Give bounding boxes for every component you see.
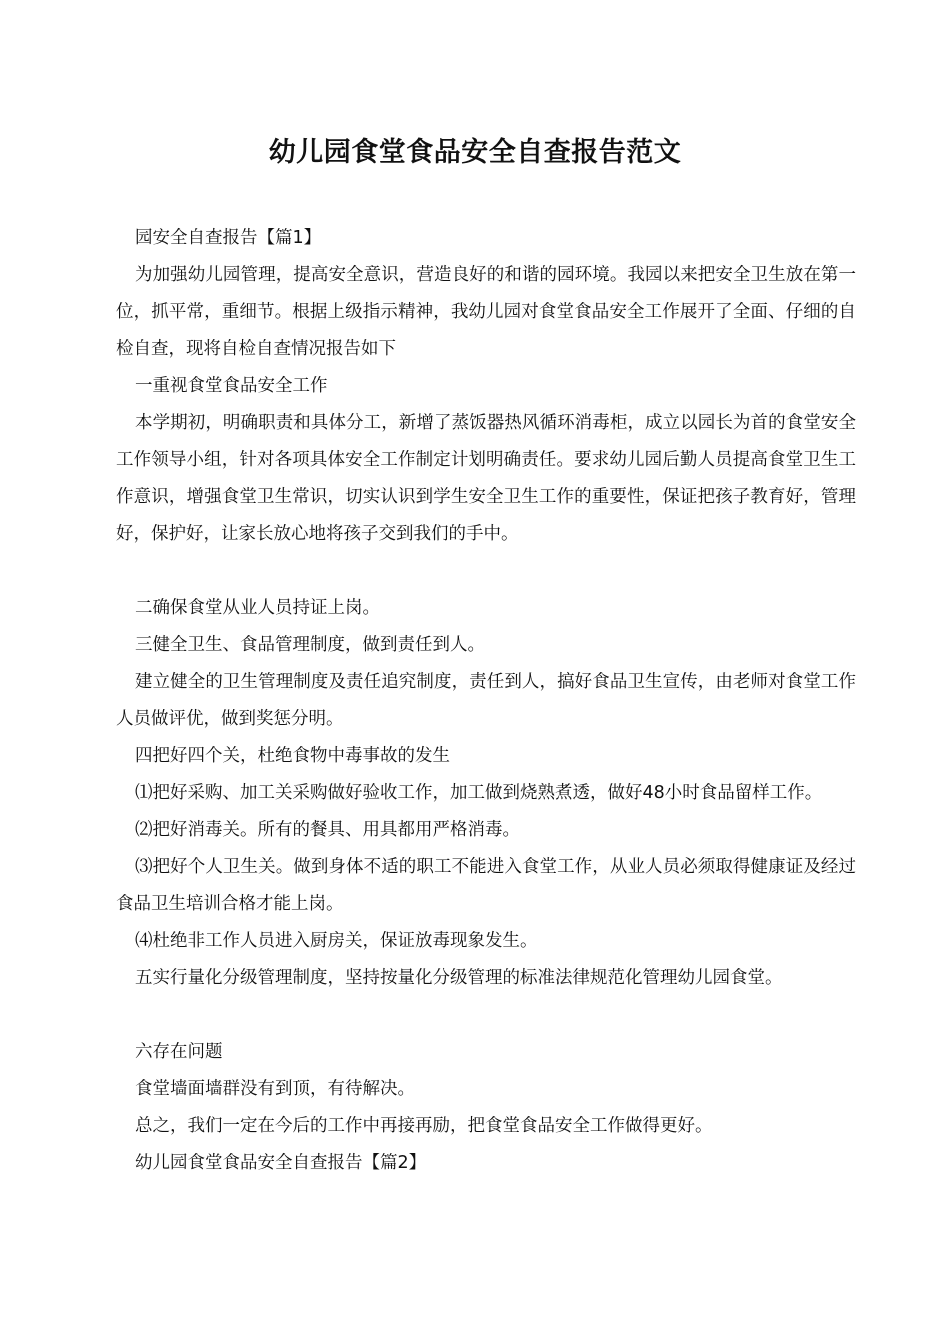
list-item-4: ⑷杜绝非工作人员进入厨房关，保证放毒现象发生。 [135,931,538,951]
section-heading-6: 六存在问题 [135,1042,223,1062]
issue-paragraph: 食堂墙面墙群没有到顶，有待解决。 [135,1079,415,1099]
section-heading-1: 一重视食堂食品安全工作 [135,376,328,396]
intro-paragraph: 为加强幼儿园管理，提高安全意识，营造良好的和谐的园环境。我园以来把安全卫生放在第一位，抓平常，重细节。根据上级指示精神，我幼儿园对食堂食品安全工作展开了全面、仔细的自检自查，现将自检自查情况报告如下 [116,265,856,359]
document-body [116,220,856,1182]
blank-line [116,553,856,590]
list-item-2: ⑵把好消毒关。所有的餐具、用具都用严格消毒。 [135,820,520,840]
document-title: 幼儿园食堂食品安全自查报告范文 [268,137,682,168]
conclusion-paragraph: 总之，我们一定在今后的工作中再接再励，把食堂食品安全工作做得更好。 [135,1116,713,1136]
section-heading-part1: 园安全自查报告【篇1】 [135,228,322,248]
section-heading-3: 三健全卫生、食品管理制度，做到责任到人。 [135,635,485,655]
list-item-1: ⑴把好采购、加工关采购做好验收工作，加工做到烧熟煮透，做好48小时食品留样工作。 [135,783,823,803]
section-3-paragraph: 建立健全的卫生管理制度及责任追究制度，责任到人，搞好食品卫生宣传，由老师对食堂工作人员做评优，做到奖惩分明。 [116,672,856,729]
section-heading-4: 四把好四个关，杜绝食物中毒事故的发生 [135,746,450,766]
blank-line [116,997,856,1034]
section-heading-part2: 幼儿园食堂食品安全自查报告【篇2】 [135,1153,427,1173]
list-item-3: ⑶把好个人卫生关。做到身体不适的职工不能进入食堂工作，从业人员必须取得健康证及经过食品卫生培训合格才能上岗。 [116,857,856,914]
section-heading-5: 五实行量化分级管理制度，坚持按量化分级管理的标准法律规范化管理幼儿园食堂。 [135,968,783,988]
section-1-paragraph: 本学期初，明确职责和具体分工，新增了蒸饭器热风循环消毒柜，成立以园长为首的食堂安全工作领导小组，针对各项具体安全工作制定计划明确责任。要求幼儿园后勤人员提高食堂卫生工作意识，增强食堂卫生常识，切实认识到学生安全卫生工作的重要性，保证把孩子教育好，管理好，保护好，让家长放心地将孩子交到我们的手中。 [116,413,856,544]
section-heading-2: 二确保食堂从业人员持证上岗。 [135,598,380,618]
